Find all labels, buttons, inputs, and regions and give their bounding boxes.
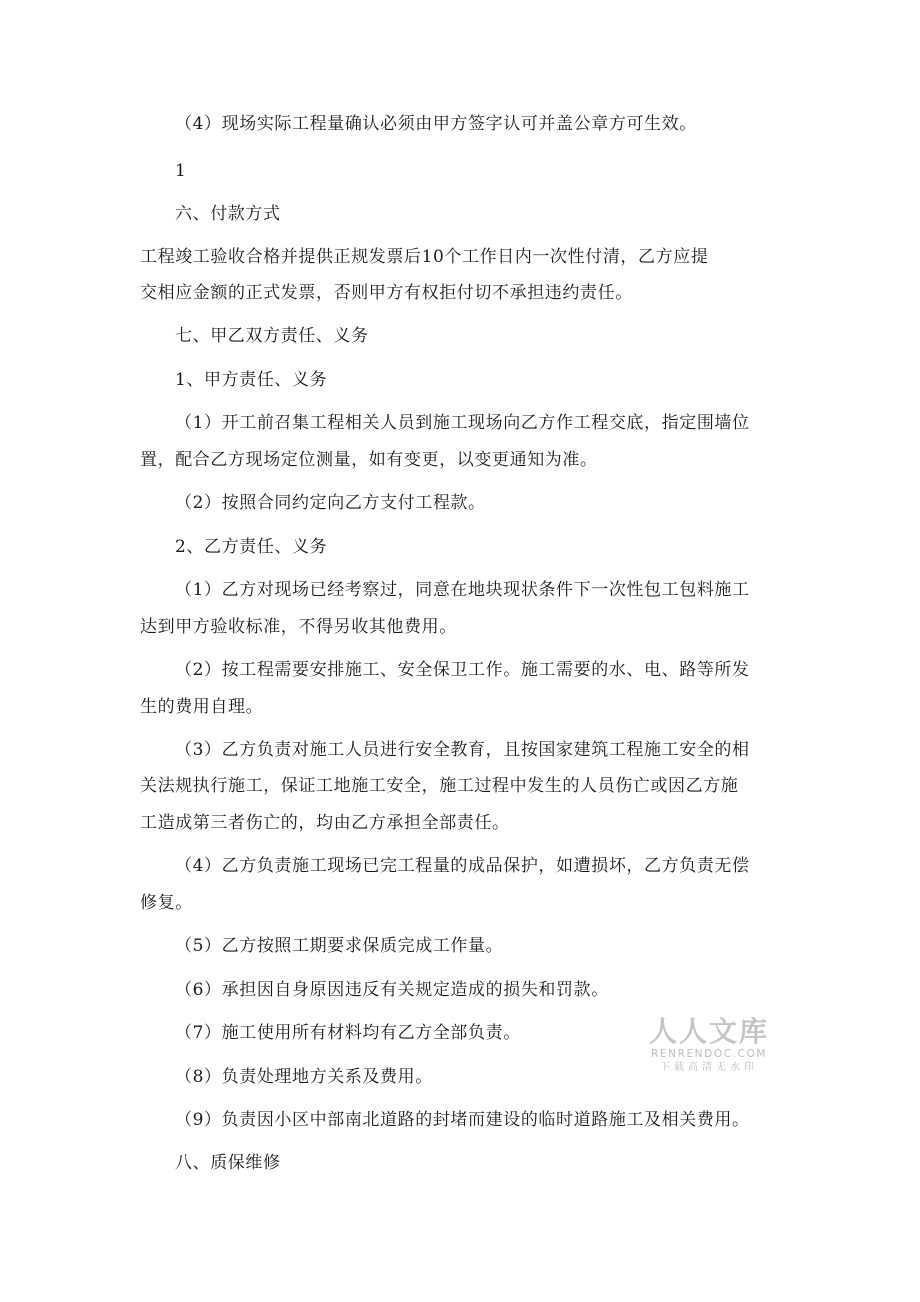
clause-b-2: （2）按工程需要安排施工、安全保卫工作。施工需要的水、电、路等所发 bbox=[175, 660, 750, 680]
paragraph-line: 置，配合乙方现场定位测量，如有变更，以变更通知为准。 bbox=[140, 450, 598, 470]
paragraph-line: 工程竣工验收合格并提供正规发票后10个工作日内一次性付清，乙方应提 bbox=[140, 247, 709, 267]
subsection-heading-party-a: 1、甲方责任、义务 bbox=[175, 370, 328, 390]
watermark-title: 人人文库 bbox=[648, 1015, 769, 1048]
clause-5-4: （4）现场实际工程量确认必须由甲方签字认可并盖公章方可生效。 bbox=[175, 114, 697, 134]
paragraph-line: 交相应金额的正式发票，否则甲方有权拒付切不承担违约责任。 bbox=[140, 283, 633, 303]
clause-b-8: （8）负责处理地方关系及费用。 bbox=[175, 1067, 433, 1087]
clause-b-5: （5）乙方按照工期要求保质完成工作量。 bbox=[175, 936, 504, 956]
paragraph-line: 达到甲方验收标准，不得另收其他费用。 bbox=[140, 617, 457, 637]
clause-b-3: （3）乙方负责对施工人员进行安全教育，且按国家建筑工程施工安全的相 bbox=[175, 740, 750, 760]
paragraph-line: 生的费用自理。 bbox=[140, 697, 264, 717]
section-heading-payment: 六、付款方式 bbox=[175, 204, 281, 224]
subsection-heading-party-b: 2、乙方责任、义务 bbox=[175, 537, 328, 557]
clause-b-9: （9）负责因小区中部南北道路的封堵而建设的临时道路施工及相关费用。 bbox=[175, 1110, 750, 1130]
paragraph-line: 关法规执行施工，保证工地施工安全，施工过程中发生的人员伤亡或因乙方施 bbox=[140, 776, 739, 796]
section-heading-warranty: 八、质保维修 bbox=[175, 1153, 281, 1173]
paragraph-line: 工造成第三者伤亡的，均由乙方承担全部责任。 bbox=[140, 813, 510, 833]
clause-b-1: （1）乙方对现场已经考察过，同意在地块现状条件下一次性包工包料施工 bbox=[175, 580, 750, 600]
section-heading-responsibilities: 七、甲乙双方责任、义务 bbox=[175, 326, 369, 346]
clause-a-2: （2）按照合同约定向乙方支付工程款。 bbox=[175, 493, 486, 513]
paragraph-line: 修复。 bbox=[140, 893, 193, 913]
watermark-logo bbox=[644, 1016, 774, 1075]
clause-a-1: （1）开工前召集工程相关人员到施工现场向乙方作工程交底，指定围墙位 bbox=[175, 413, 750, 433]
clause-b-4: （4）乙方负责施工现场已完工程量的成品保护，如遭损坏，乙方负责无偿 bbox=[175, 856, 750, 876]
watermark-domain: RENRENDOC.COM bbox=[650, 1048, 768, 1060]
watermark-subtitle: 下载高清无水印 bbox=[660, 1062, 758, 1073]
page-number: 1 bbox=[175, 161, 187, 181]
clause-b-7: （7）施工使用所有材料均有乙方全部负责。 bbox=[175, 1023, 521, 1043]
clause-b-6: （6）承担因自身原因违反有关规定造成的损失和罚款。 bbox=[175, 980, 609, 1000]
